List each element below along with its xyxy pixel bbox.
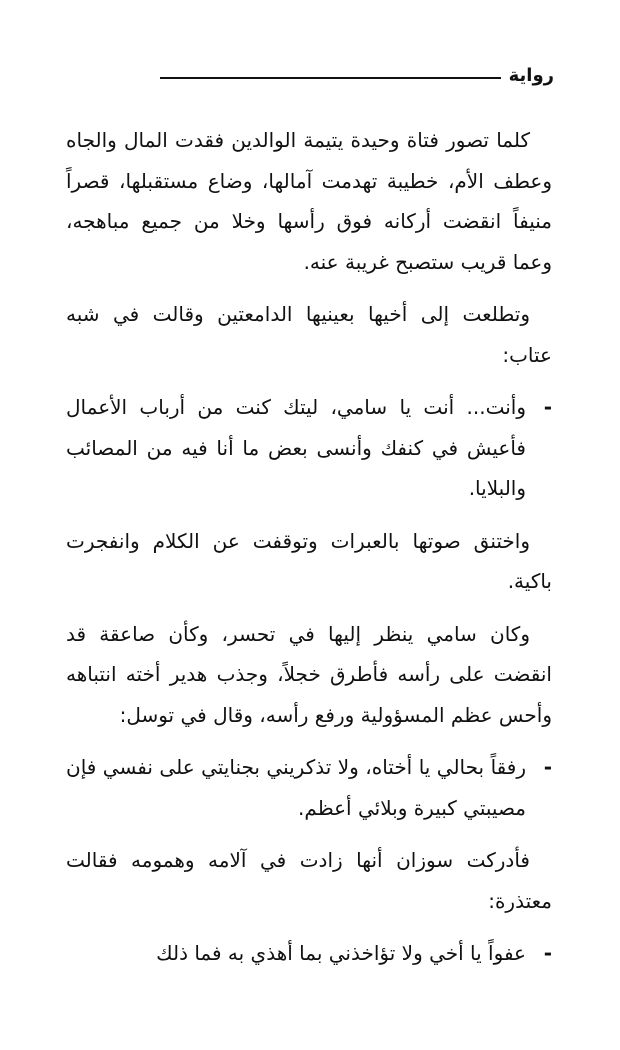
paragraph: وتطلعت إلى أخيها بعينيها الدامعتين وقالت في شبه عتاب:: [66, 302, 552, 367]
running-head: [160, 62, 554, 90]
body-text: [66, 120, 552, 986]
dialogue-text: وأنت... أنت يا سامي، ليتك كنت من أرباب الأعمال فأعيش في كنفك وأنسى بعض ما أنا فيه من المصائب والبلايا.: [66, 395, 526, 500]
dialogue-dash: -: [543, 395, 552, 419]
dialogue-text: عفواً يا أخي ولا تؤاخذني بما أهذي به فما ذلك: [156, 941, 526, 965]
dialogue-paragraph: [66, 933, 552, 974]
paragraph: واختنق صوتها بالعبرات وتوقفت عن الكلام وانفجرت باكية.: [66, 528, 552, 593]
header-rule: [160, 77, 501, 79]
dialogue-dash: -: [543, 941, 552, 965]
paragraph: فأدركت سوزان أنها زادت في آلامه وهمومه فقالت معتذرة:: [66, 848, 552, 913]
dialogue-paragraph: [66, 747, 552, 828]
dialogue-paragraph: [66, 387, 552, 509]
paragraph: وكان سامي ينظر إليها في تحسر، وكأن صاعقة قد انقضت على رأسه فأطرق خجلاً، وجذب هدير أخته انتباهه وأحس عظم المسؤولية ورفع رأسه، وقال في توسل:: [66, 621, 552, 727]
dialogue-text: رفقاً بحالي يا أختاه، ولا تذكريني بجنايتي على نفسي فإن مصيبتي كبيرة وبلائي أعظم.: [66, 755, 526, 820]
dialogue-dash: -: [543, 755, 552, 779]
paragraph: كلما تصور فتاة وحيدة يتيمة الوالدين فقدت المال والجاه وعطف الأم، خطيبة تهدمت آمالها، وضاع مستقبلها، قصراً منيفاً انقضت أركانه فوق رأسها وخلا من جميع مباهجه، وعما قريب ستصبح غريبة عنه.: [66, 128, 552, 274]
running-title: رواية: [508, 65, 554, 86]
